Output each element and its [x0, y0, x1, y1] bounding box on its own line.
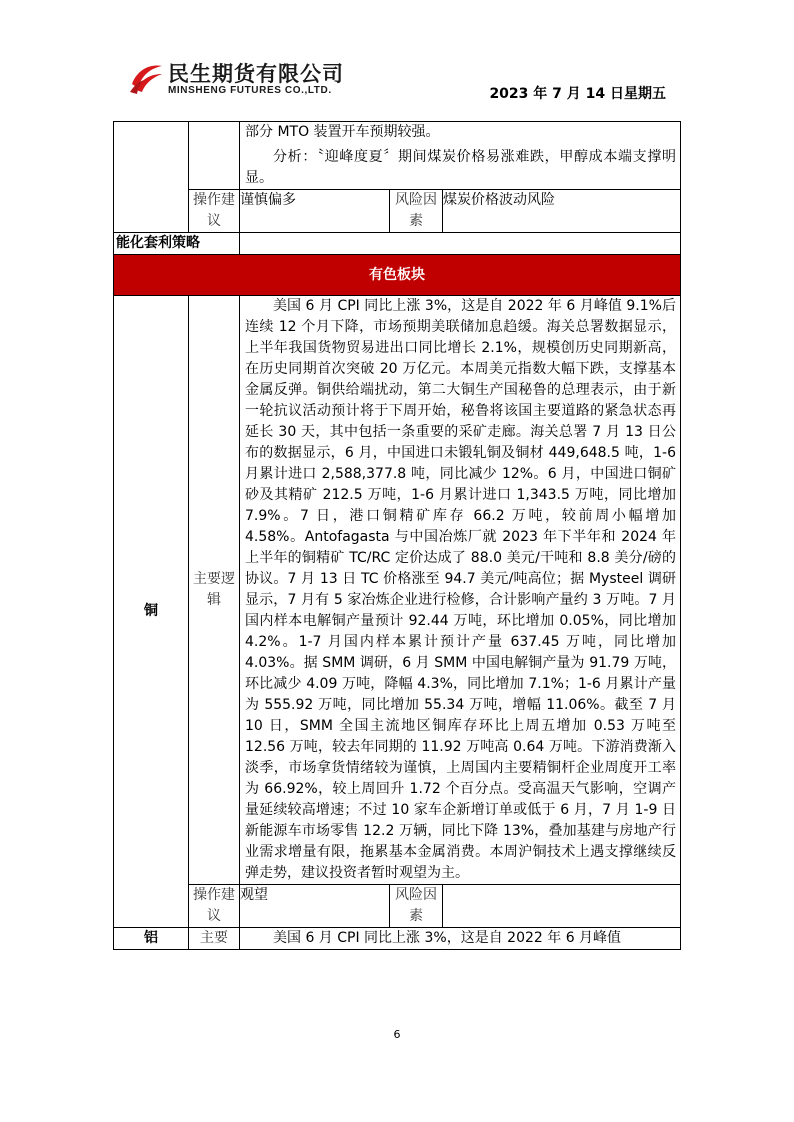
- copper-logic-label: 主要逻辑: [189, 296, 240, 885]
- copper-logic-text: 美国 6 月 CPI 同比上涨 3%，这是自 2022 年 6 月峰值 9.1%后连续 12 个月下降，市场预期美联储加息趋缓。海关总署数据显示，上半年我国货物贸易进出口同比增长 2.1%，规模创历史同期新高，在历史同期首次突破 20 万亿元。本周美元指数大幅下跌，支撑基本金属反弹。铜供给端扰动，第二大铜生产国秘鲁的总理表示，由于新一轮抗议活动预计将于下周开始，秘鲁将该国主要道路的紧急状态再延长 30 天，其中包括一条重要的采矿走廊。海关总署 7 月 13 日公布的数据显示，6 月，中国进口未锻轧铜及铜材 449,648.5 吨，1-6 月累计进口 2,588,377.8 吨，同比减少 12%。6 月，中国进口铜矿砂及其精矿 212.5 万吨，1-6 月累计进口 1,343.5 万吨，同比增加 7.9%。7 日，港口铜精矿库存 66.2 万吨，较前周小幅增加 4.58%。Antofagasta 与中国冶炼厂就 2023 年下半年和 2024 年上半年的铜精矿 TC/RC 定价达成了 88.0 美元/干吨和 8.8 美分/磅的协议。7 月 13 日 TC 价格涨至 94.7 美元/吨高位；据 Mysteel 调研显示，7 月有 5 家冶炼企业进行检修，合计影响产量约 3 万吨。7 月国内样本电解铜产量预计 92.44 万吨，环比增加 0.05%，同比增加 4.2%。1-7 月国内样本累计预计产量 637.45 万吨，同比增加 4.03%。据 SMM 调研，6 月 SMM 中国电解铜产量为 91.79 万吨，环比减少 4.09 万吨，降幅 4.3%，同比增加 7.1%；1-6 月累计产量为 555.92 万吨，同比增加 55.34 万吨，增幅 11.06%。截至 7 月 10 日，SMM 全国主流地区铜库存环比上周五增加 0.53 万吨至 12.56 万吨，较去年同期的 11.92 万吨高 0.64 万吨。下游消费渐入淡季，市场拿货情绪较为谨慎，上周国内主要精铜杆企业周度开工率为 66.92%，较上周回升 1.72 个百分点。受高温天气影响，空调产量延续较高增速；不过 10 家车企新增订单或低于 6 月，7 月 1-9 日新能源车市场零售 12.2 万辆，同比下降 13%，叠加基建与房地产行业需求增量有限，拖累基本金属消费。本周沪铜技术上遇支撑继续反弹走势，建议投资者暂时观望为主。: [245, 298, 677, 881]
- strategy-row: [114, 233, 681, 255]
- aluminum-logic-label: 主要: [189, 928, 240, 950]
- section-title: 有色板块: [114, 255, 681, 296]
- minsheng-swoosh-logo-icon: [128, 60, 164, 96]
- copper-risk-value: [443, 885, 681, 928]
- aluminum-name: 铝: [114, 928, 189, 950]
- logo-english-name: MINSHENG FUTURES CO.,LTD.: [168, 85, 332, 96]
- methanol-logic-row: [114, 122, 681, 190]
- aluminum-logic-cell: [240, 928, 681, 950]
- copper-name: 铜: [114, 296, 189, 928]
- report-date: 2023 年 7 月 14 日星期五: [489, 86, 666, 102]
- page-number: 6: [393, 1028, 401, 1041]
- aluminum-logic-text: 美国 6 月 CPI 同比上涨 3%，这是自 2022 年 6 月峰值: [273, 930, 622, 946]
- report-table: [113, 121, 681, 950]
- strategy-value: [240, 233, 681, 255]
- methanol-logic-label-cell: [189, 122, 240, 190]
- aluminum-logic-row: [114, 928, 681, 950]
- copper-logic-row: [114, 296, 681, 885]
- methanol-name-cell: [114, 122, 189, 233]
- methanol-risk-value: 煤炭价格波动风险: [443, 190, 681, 233]
- copper-op-value: 观望: [240, 885, 390, 928]
- methanol-logic-cell: [240, 122, 681, 190]
- copper-logic-cell: [240, 296, 681, 885]
- methanol-op-row: [114, 190, 681, 233]
- logo-chinese-name: 民生期货有限公司: [168, 62, 344, 86]
- copper-op-label: 操作建议: [189, 885, 240, 928]
- methanol-logic-p1: 部分 MTO 装置开车预期较强。: [245, 124, 440, 140]
- copper-risk-label: 风险因素: [390, 885, 443, 928]
- methanol-analysis: 分析：〝迎峰度夏〞期间煤炭价格易涨难跌，甲醇成本端支撑明显。: [245, 149, 677, 186]
- company-logo: [128, 58, 368, 102]
- methanol-op-label: 操作建议: [189, 190, 240, 233]
- copper-op-row: [114, 885, 681, 928]
- methanol-risk-label: 风险因素: [390, 190, 443, 233]
- section-row: [114, 255, 681, 296]
- methanol-op-value: 谨慎偏多: [240, 190, 390, 233]
- strategy-label: 能化套利策略: [114, 233, 240, 255]
